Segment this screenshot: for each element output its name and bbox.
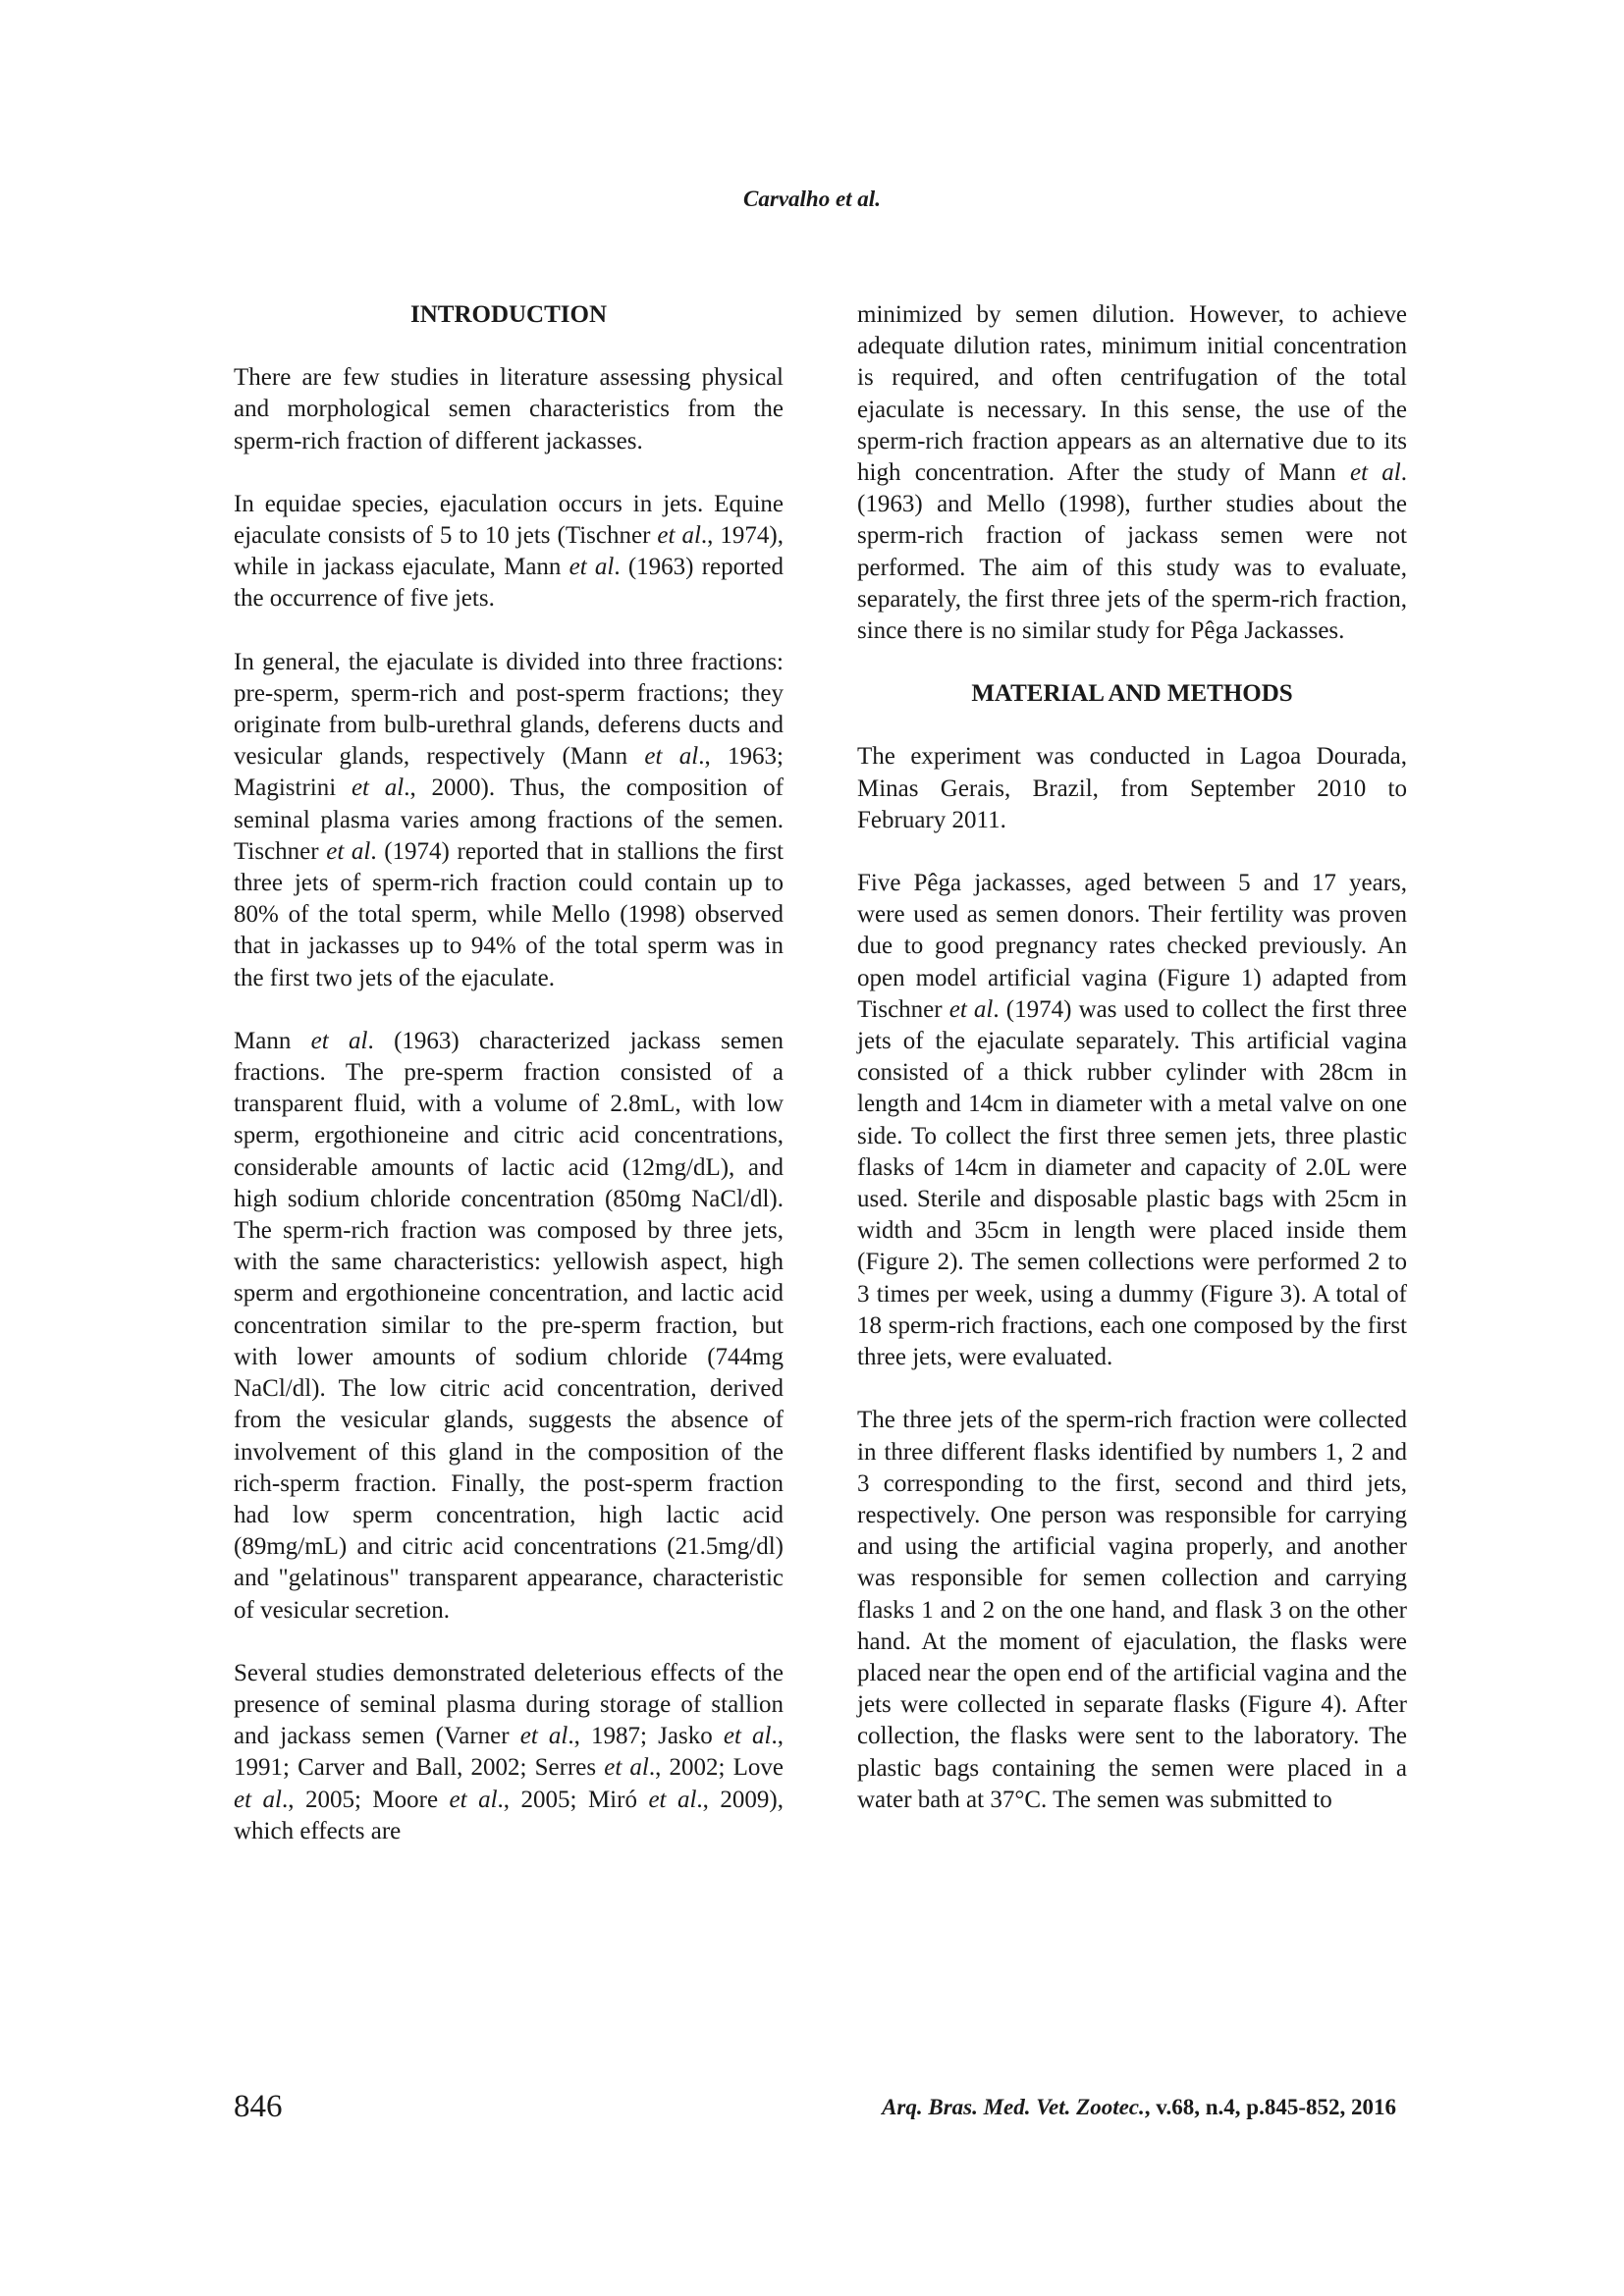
heading-introduction: INTRODUCTION <box>409 301 608 328</box>
methods-paragraph-1: The experiment was conducted in Lagoa Dourada, Minas Gerais, Brazil, from September 2010 to February 2011. <box>857 743 1407 833</box>
intro-paragraph-2: In equidae species, ejaculation occurs in jets. Equine ejaculate consists of 5 to 10 jets (Tischner et al., 1974), while in jackass ejaculate, Mann et al. (1963) reported the occurrence of five jets. <box>234 490 785 613</box>
heading-material-methods: MATERIAL AND METHODS <box>971 680 1293 708</box>
methods-paragraph-2: Five Pêga jackasses, aged between 5 and 17 years, were used as semen donors. Their fertility was proven due to good pregnancy rates checked previously. An open model artificial vagina (Figure 1) adapted from Tischner et al. (1974) was used to collect the first three jets of the ejaculate separately. This artificial vagina consisted of a thick rubber cylinder with 28cm in length and 14cm in diameter with a metal valve on one side. To collect the first three semen jets, three plastic flasks of 14cm in diameter and capacity of 2.0L were used. Sterile and disposable plastic bags with 25cm in width and 35cm in length were placed inside them (Figure 2). The semen collections were performed 2 to 3 times per week, using a dummy (Figure 3). A total of 18 sperm-rich fractions, each one composed by the first three jets, were evaluated. <box>857 870 1407 1371</box>
journal-citation: Arq. Bras. Med. Vet. Zootec., v.68, n.4, p.845-852, 2016 <box>882 2095 1396 2119</box>
page-number: 846 <box>234 2089 283 2124</box>
running-head: Carvalho et al. <box>743 187 881 211</box>
intro-paragraph-6: minimized by semen dilution. However, to achieve adequate dilution rates, minimum initial concentration is required, and often centrifugation of the total ejaculate is necessary. In this sense, the use of the sperm-rich fraction appears as an alternative due to its high concentration. After the study of Mann et al. (1963) and Mello (1998), further studies about the sperm-rich fraction of jackass semen were not performed. The aim of this study was to evaluate, separately, the first three jets of the sperm-rich fraction, since there is no similar study for Pêga Jackasses. <box>857 301 1407 645</box>
left-column <box>234 299 784 1879</box>
methods-paragraph-3: The three jets of the sperm-rich fraction were collected in three different flasks identified by numbers 1, 2 and 3 corresponding to the first, second and third jets, respectively. One person was responsible for carrying and using the artificial vagina properly, and another was responsible for semen collection and carrying flasks 1 and 2 on the one hand, and flask 3 on the other hand. At the moment of ejaculation, the flasks were placed near the open end of the artificial vagina and the jets were collected in separate flasks (Figure 4). After collection, the flasks were sent to the laboratory. The plastic bags containing the semen were placed in a water bath at 37°C. The semen was submitted to <box>857 1407 1407 1813</box>
right-column <box>857 299 1407 1847</box>
intro-paragraph-5: Several studies demonstrated deleterious effects of the presence of seminal plasma during storage of stallion and jackass semen (Varner et al., 1987; Jasko et al., 1991; Carver and Ball, 2002; Serres et al., 2002; Love et al., 2005; Moore et al., 2005; Miró et al., 2009), which effects are <box>234 1659 785 1844</box>
intro-paragraph-3: In general, the ejaculate is divided into three fractions: pre-sperm, sperm-rich and post-sperm fractions; they originate from bulb-urethral glands, deferens ducts and vesicular glands, respectively (Mann et al., 1963; Magistrini et al., 2000). Thus, the composition of seminal plasma varies among fractions of the semen. Tischner et al. (1974) reported that in stallions the first three jets of sperm-rich fraction could contain up to 80% of the total sperm, while Mello (1998) observed that in jackasses up to 94% of the total sperm was in the first two jets of the ejaculate. <box>234 648 784 991</box>
intro-paragraph-4: Mann et al. (1963) characterized jackass semen fractions. The pre-sperm fraction consisted of a transparent fluid, with a volume of 2.8mL, with low sperm, ergothioneine and citric acid concentrations, considerable amounts of lactic acid (12mg/dL), and high sodium chloride concentration (850mg NaCl/dl). The sperm-rich fraction was composed by three jets, with the same characteristics: yellowish aspect, high sperm and ergothioneine concentration, and lactic acid concentration similar to the pre-sperm fraction, but with lower amounts of sodium chloride (744mg NaCl/dl). The low citric acid concentration, derived from the vesicular glands, suggests the absence of involvement of this gland in the composition of the rich-sperm fraction. Finally, the post-sperm fraction had low sperm concentration, high lactic acid (89mg/mL) and citric acid concentrations (21.5mg/dl) and "gelatinous" transparent appearance, characteristic of vesicular secretion. <box>234 1027 784 1624</box>
intro-paragraph-1: There are few studies in literature assessing physical and morphological semen characteristics from the sperm-rich fraction of different jackasses. <box>234 364 784 454</box>
